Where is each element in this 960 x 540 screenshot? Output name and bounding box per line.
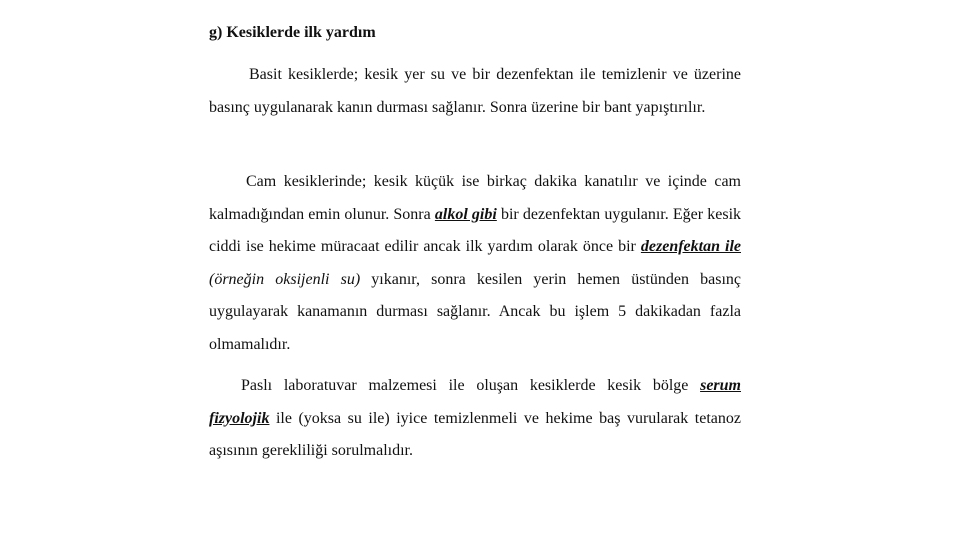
- rusty-text-2: ile (yoksa su ile) iyice temizlenmeli ve hekime baş vurularak tetanoz aşısının gerekliliği sorulmalıdır.: [209, 409, 741, 459]
- rusty-text-1: Paslı laboratuvar malzemesi ile oluşan kesiklerde kesik bölge: [241, 377, 701, 394]
- italic-example: (örneğin oksijenli su): [209, 270, 361, 288]
- emphasis-serum-fizyolojik: serum fizyolojik: [209, 377, 741, 427]
- glass-text-4: yıkanır, sonra kesilen yerin hemen üstünden basınç uygulayarak kanamanın durması sağlanır. Ancak bu işlem 5 dakikadan fazla olmamalıdır.: [209, 270, 741, 353]
- emphasis-alkol-gibi: alkol gibi: [434, 205, 497, 223]
- paragraph-basic-cuts: Basit kesiklerde; kesik yer su ve bir dezenfektan ile temizlenir ve üzerine basınç uygulanarak kanın durması sağlanır. Sonra üzerine bir bant yapıştırılır.: [209, 66, 741, 116]
- section-heading: [209, 22, 376, 44]
- paragraph-glass-cuts: [209, 166, 741, 361]
- section-title: ) Kesiklerde ilk yardım: [217, 24, 376, 41]
- glass-text-2: bir dezenfektan uygulanır. Eğer kesik ciddi ise hekime müracaat edilir ancak ilk yardım olarak önce bir: [209, 205, 742, 255]
- section-letter: g: [209, 24, 217, 41]
- paragraph-rusty-cuts: [209, 370, 741, 468]
- emphasis-dezenfektan-ile: dezenfektan ile: [640, 238, 741, 255]
- glass-text-1: Cam kesiklerinde; kesik küçük ise birkaç dakika kanatılır ve içinde cam kalmadığından emin olunur. Sonra: [209, 173, 741, 223]
